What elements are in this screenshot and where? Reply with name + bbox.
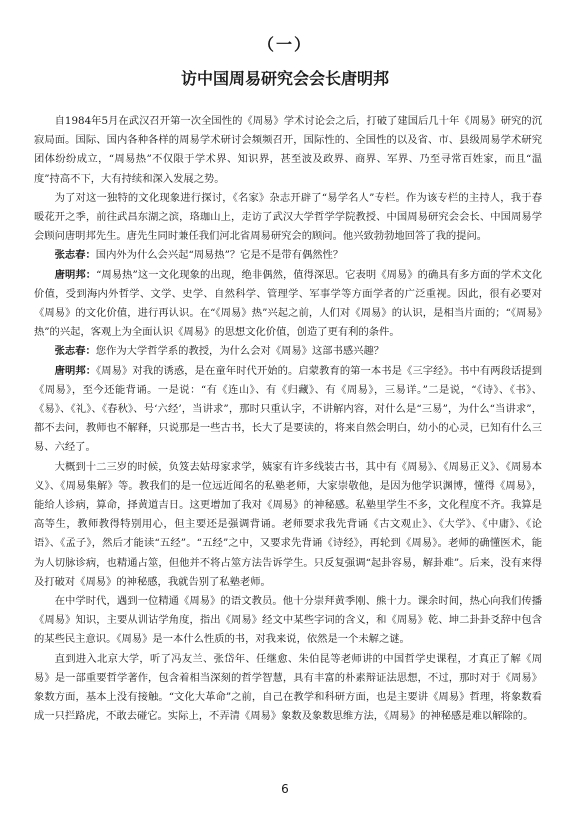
dialogue-question xyxy=(34,246,542,265)
paragraph-text: 大概到十二三岁的时候，负笈去姑母家求学，姨家有许多线装古书，其中有《周易》、《周易正义》、《周易本义》、《周易集解》等。教我们的是一位远近闻名的私塾老师，大家崇敬他，是因为他学识渊博，懂得《周易》，能给人诊病，算命，择黄道吉日。这更增加了我对《周易》的神秘感。私塾里学生不多，文化程度不齐。我算是高等生，教师教得特别用心，但主要还是强调背诵。老师要求我先背诵《古文观止》、《大学》、《中庸》、《论语》、《孟子》，然后才能读“五经”。“五经”之中，又要求先背诵《诗经》，再轮到《周易》。老师的确懂医术，能为人切脉诊病，也精通占筮，但他并不将占筮方法告诉学生。只反复强调“起卦容易，解卦难”。后来，没有来得及打破对《周易》的神秘感，我就告别了私塾老师。 xyxy=(34,460,542,588)
article-title: 访中国周易研究会会长唐明邦 xyxy=(180,69,389,88)
paragraph-text: 自1984年5月在武汉召开第一次全国性的《周易》学术讨论会之后，打破了建国后几十年《周易》研究的沉寂局面。国际、国内各种各样的周易学术研讨会频频召开，国际性的、全国性的以及省、市、县级周易学术研究团体纷纷成立，“周易热”不仅限于学术界、知识界，甚至波及政界、商界、军界、乃至寻常百姓家，而且“温度”持高不下，大有持续和深入发展之势。 xyxy=(34,115,542,185)
paragraph xyxy=(34,458,542,592)
speaker-label: 张志春： xyxy=(54,249,96,262)
paragraph xyxy=(34,112,542,189)
section-number: （一） xyxy=(257,35,312,54)
dialogue-answer xyxy=(34,266,542,343)
paragraph-text: 为了对这一独特的文化现象进行探讨，《名家》杂志开辟了“易学名人”专栏。作为该专栏的主持人，我于春暖花开之季，前往武昌东湖之滨，珞珈山上，走访了武汉大学哲学学院教授、中国周易研究会会长、中国周易学会顾问唐明邦先生。唐先生同时兼任我们河北省周易研究会的顾问。他兴致勃勃地回答了我的提问。 xyxy=(34,191,542,243)
speaker-label: 张志春： xyxy=(54,345,96,358)
paragraph-text: 直到进入北京大学，听了冯友兰、张岱年、任继愈、朱伯昆等老师讲的中国哲学史课程，才真正了解《周易》是一部重要哲学著作，包含着相当深刻的哲学智慧，具有丰富的朴素辩证法思想，不过，那时对于《周易》象数方面，基本上没有接触。“文化大革命”之前，自己在教学和科研方面，也是主要讲《周易》哲理，将象数看成一只拦路虎，不敢去碰它。实际上，不弄清《周易》象数及象数思维方法，《周易》的神秘感是难以解除的。 xyxy=(34,652,542,723)
paragraph-text: 《周易》对我的诱惑，是在童年时代开始的。启蒙教育的第一本书是《三字经》。书中有两段话提到《周易》，至今还能背诵。一是说：“有《连山》、有《归藏》、有《周易》，三易详。”二是说，“《诗》、《书》、《易》、《礼》、《春秋》、号‘六经’，当讲求”，那时只重认字，不讲解内容，对什么是“三易”，为什么“当讲求”，都不去问，教师也不解释，只说那是一些古书，长大了是要读的，将来自然会明白，幼小的心灵，已知有什么三易、六经了。 xyxy=(34,364,542,454)
dialogue-question xyxy=(34,342,542,361)
paragraph-text: 在中学时代，遇到一位精通《周易》的语文教员。他十分崇拜黄季刚、熊十力。课余时间，热心向我们传播《周易》知识，主要从训诂学角度，指出《周易》经文中某些字词的含义，和《周易》乾、坤二卦卦爻辞中包含的某些民主意识。《周易》是一本什么性质的书，对我来说，依然是一个未解之谜。 xyxy=(34,595,542,646)
paragraph xyxy=(34,650,542,727)
paragraph xyxy=(34,189,542,247)
page-number: 6 xyxy=(281,782,289,796)
speaker-label: 唐明邦： xyxy=(54,364,97,377)
dialogue-answer xyxy=(34,362,542,458)
speaker-label: 唐明邦： xyxy=(54,268,97,281)
article-body xyxy=(34,112,542,727)
paragraph-text: 国内外为什么会兴起“周易热”？它是不是带有偶然性？ xyxy=(95,249,344,262)
paragraph xyxy=(34,592,542,650)
paragraph-text: 您作为大学哲学系的教授，为什么会对《周易》这部书感兴趣？ xyxy=(95,345,385,358)
paragraph-text: “周易热”这一文化现象的出现，绝非偶然，值得深思。它表明《周易》的确具有多方面的学术文化价值，受到海内外哲学、文学、史学、自然科学、管理学、军事学等方面学者的广泛重视。因此，很有必要对《周易》的文化价值，进行再认识。在“《周易》热”兴起之前，人们对《周易》的认识，是相当片面的；“《周易》热”的兴起，客观上为全面认识《周易》的思想文化价值，创造了更有利的条件。 xyxy=(34,268,543,339)
